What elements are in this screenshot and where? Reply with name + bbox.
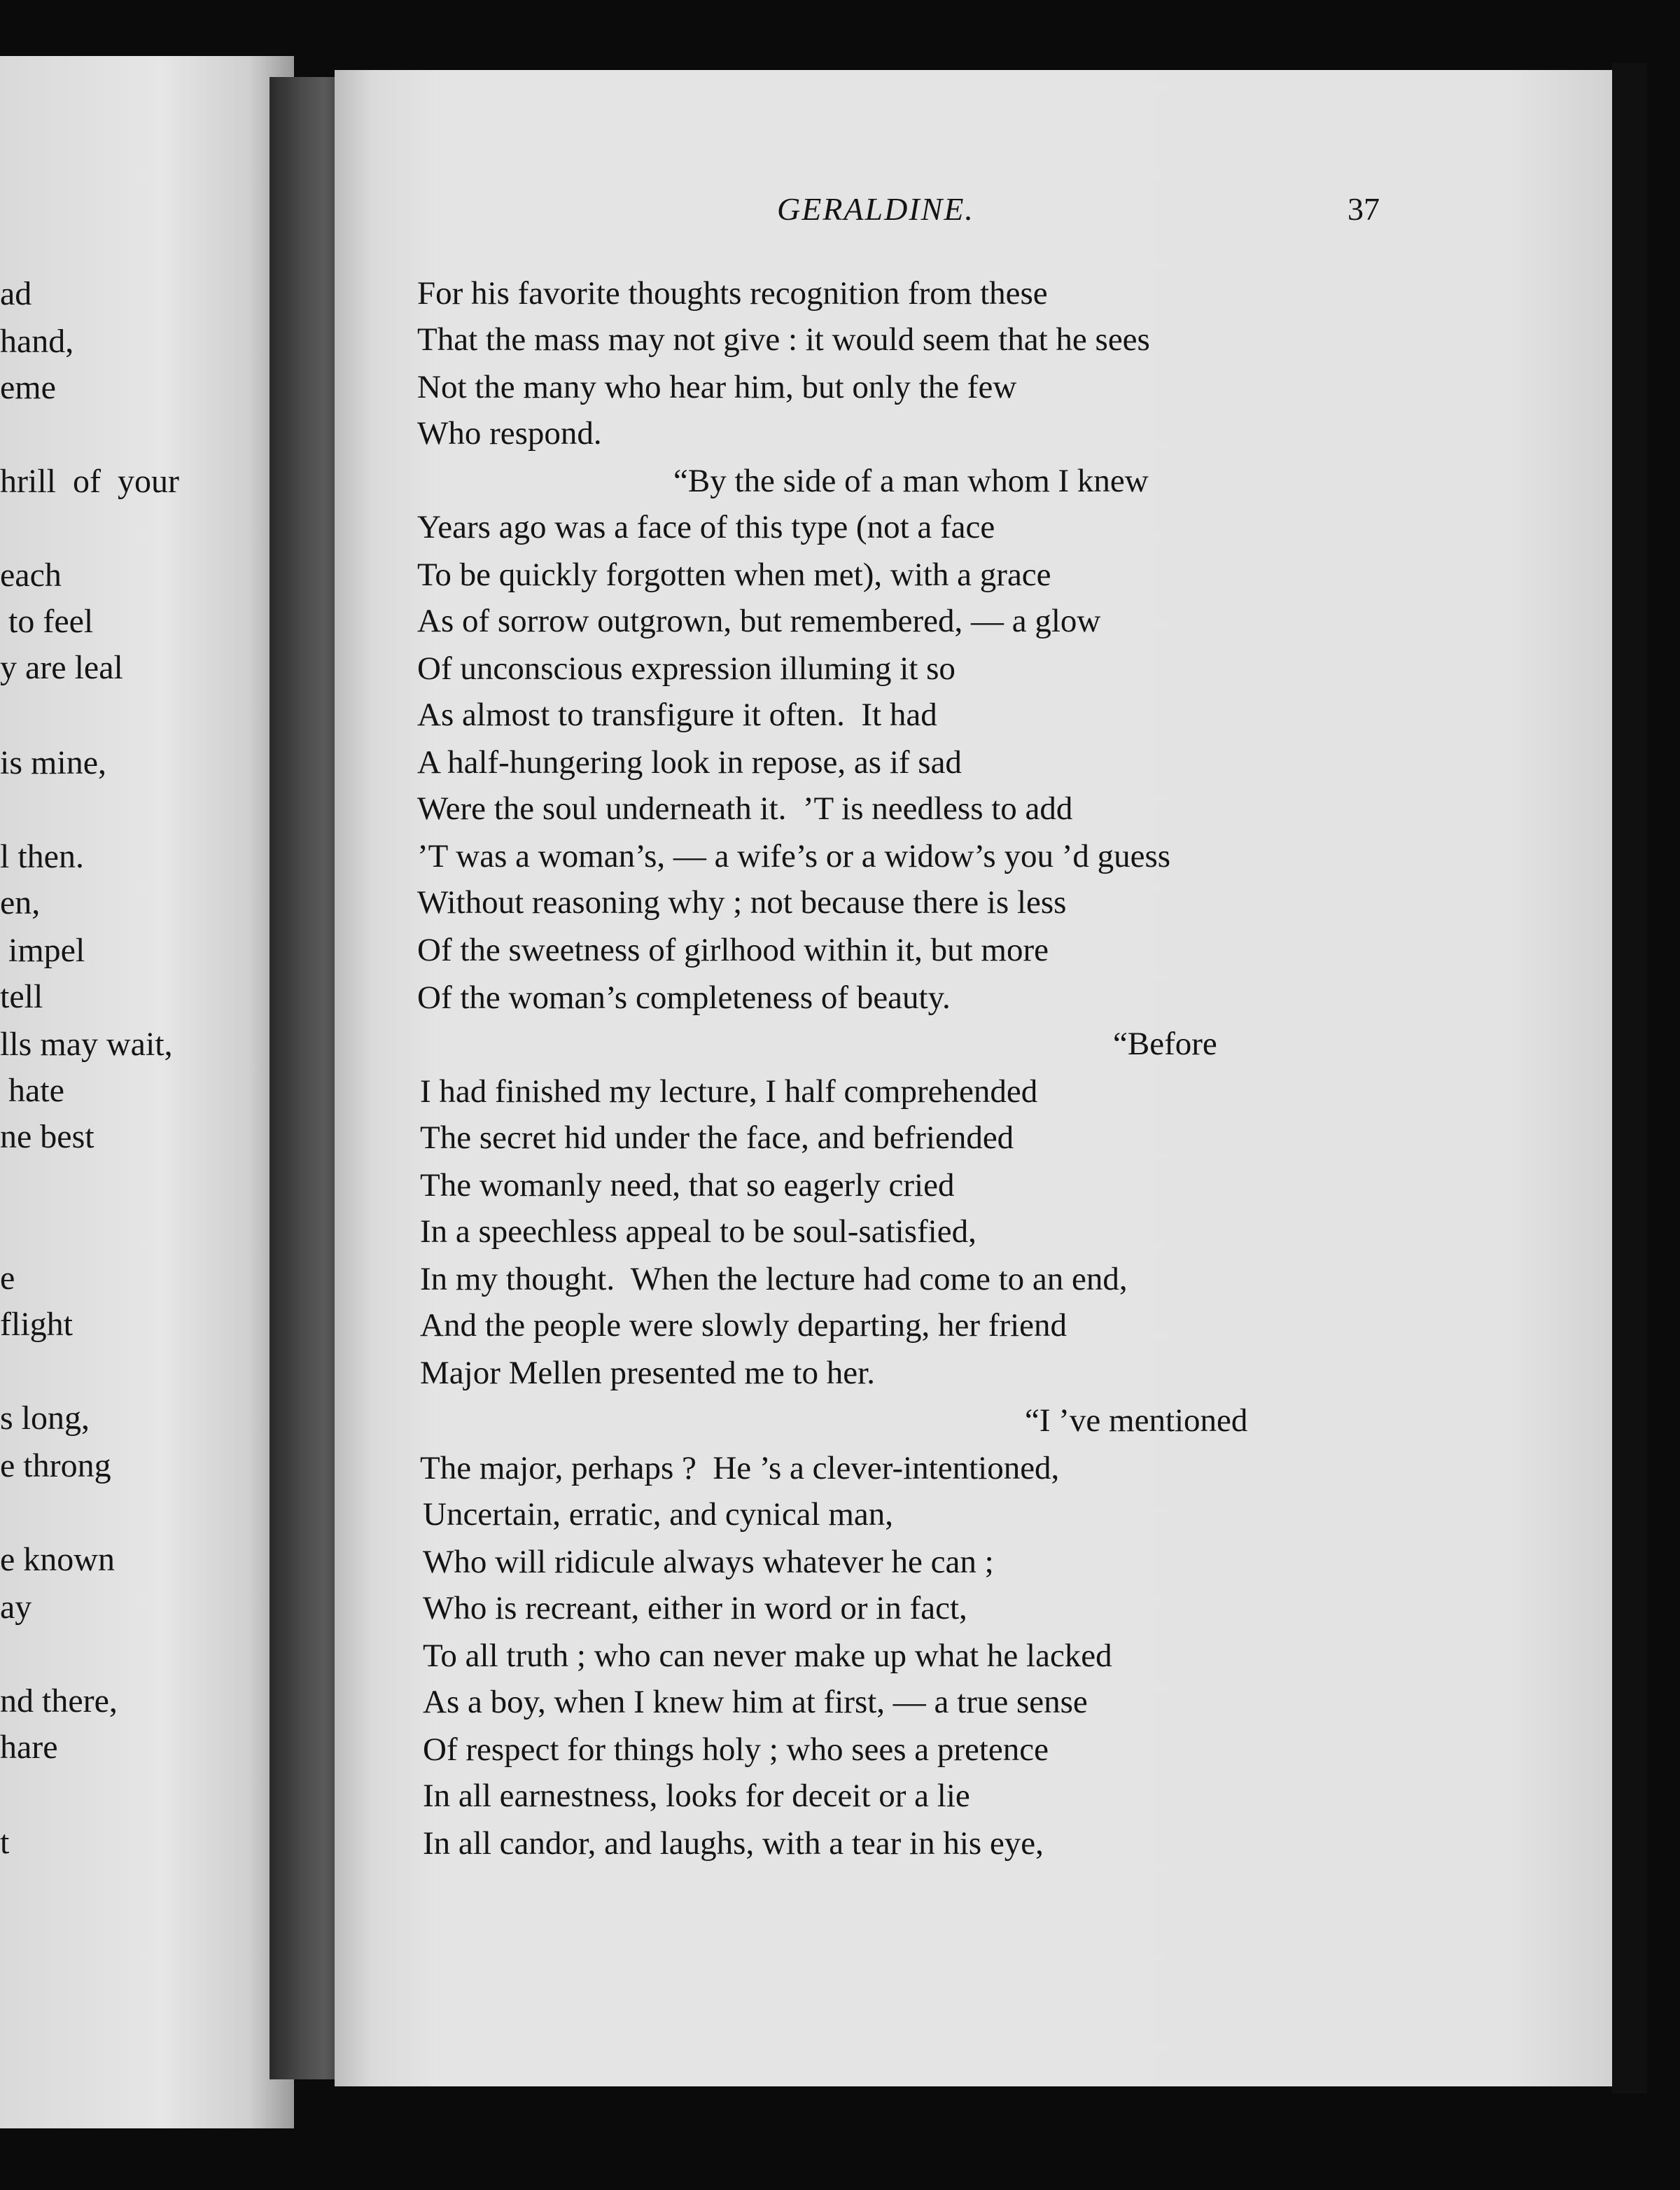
- poem-line: Who is recreant, either in word or in fact,: [423, 1590, 967, 1626]
- poem-line: In my thought. When the lecture had come to an end,: [420, 1261, 1128, 1297]
- poem-line: Of the woman’s completeness of beauty.: [417, 979, 951, 1016]
- poem-line: The secret hid under the face, and befriended: [420, 1120, 1014, 1156]
- poem-line: Of respect for things holy ; who sees a pretence: [423, 1731, 1049, 1768]
- poem-line: In a speechless appeal to be soul-satisfied,: [420, 1213, 976, 1250]
- page-edge-shadow: [1612, 63, 1647, 2093]
- left-fragment-line: nd there,: [0, 1682, 118, 1720]
- poem-line: That the mass may not give : it would seem that he sees: [417, 321, 1150, 358]
- left-fragment-line: e known: [0, 1541, 115, 1578]
- left-fragment-line: tell: [0, 978, 43, 1015]
- poem-line: Who respond.: [417, 415, 602, 452]
- poem-line: The major, perhaps ? He ’s a clever-intentioned,: [420, 1450, 1060, 1486]
- left-fragment-line: t: [0, 1824, 10, 1861]
- left-fragment-line: en,: [0, 884, 41, 921]
- poem-line: Major Mellen presented me to her.: [420, 1355, 875, 1391]
- poem-line: Not the many who hear him, but only the few: [417, 369, 1017, 405]
- poem-line: And the people were slowly departing, her friend: [420, 1307, 1068, 1344]
- poem-line: As of sorrow outgrown, but remembered, — a glow: [417, 603, 1101, 639]
- poem-line: To be quickly forgotten when met), with a grace: [417, 557, 1051, 593]
- left-fragment-line: l then.: [0, 838, 84, 875]
- poem-line: I had finished my lecture, I half comprehended: [420, 1073, 1038, 1110]
- left-fragment-line: ne best: [0, 1118, 94, 1155]
- left-fragment-line: impel: [0, 932, 85, 969]
- poem-line: Without reasoning why ; not because there is less: [417, 884, 1067, 921]
- poem-line: A half-hungering look in repose, as if sad: [417, 744, 962, 781]
- left-fragment-line: hate: [0, 1072, 64, 1109]
- left-fragment-line: flight: [0, 1306, 73, 1343]
- left-fragment-line: to feel: [0, 603, 94, 640]
- left-fragment-line: each: [0, 557, 62, 594]
- left-fragment-line: hand,: [0, 323, 74, 360]
- poem-line: In all candor, and laughs, with a tear in his eye,: [423, 1825, 1044, 1862]
- left-fragment-line: y are leal: [0, 649, 123, 686]
- left-fragment-line: e throng: [0, 1447, 111, 1484]
- poem-line: “I ’ve mentioned: [1025, 1402, 1248, 1439]
- left-fragment-line: e: [0, 1260, 15, 1297]
- left-fragment-line: ay: [0, 1589, 32, 1626]
- poem-line: As a boy, when I knew him at first, — a true sense: [423, 1684, 1088, 1720]
- poem-line: Uncertain, erratic, and cynical man,: [423, 1496, 894, 1533]
- left-fragment-line: hrill of your: [0, 463, 179, 500]
- poem-line: ’T was a woman’s, — a wife’s or a widow’s you ’d guess: [417, 838, 1171, 874]
- left-fragment-line: is mine,: [0, 744, 106, 781]
- poem-line: Of the sweetness of girlhood within it, but more: [417, 932, 1049, 968]
- poem-line: For his favorite thoughts recognition from these: [417, 275, 1048, 312]
- poem-line: As almost to transfigure it often. It had: [417, 697, 937, 733]
- poem-line: To all truth ; who can never make up what he lacked: [423, 1638, 1112, 1674]
- poem-line: Years ago was a face of this type (not a face: [417, 509, 995, 545]
- page-number: 37: [1348, 191, 1380, 227]
- poem-line: “By the side of a man whom I knew: [673, 463, 1149, 499]
- left-fragment-line: hare: [0, 1729, 58, 1766]
- running-head: GERALDINE.: [777, 191, 974, 227]
- poem-line: Were the soul underneath it. ’T is needless to add: [417, 790, 1073, 827]
- poem-line: Who will ridicule always whatever he can ;: [423, 1544, 994, 1580]
- left-fragment-line: lls may wait,: [0, 1026, 173, 1063]
- left-fragment-line: eme: [0, 369, 56, 406]
- poem-line: The womanly need, that so eagerly cried: [420, 1167, 955, 1204]
- left-fragment-line: ad: [0, 275, 32, 312]
- left-fragment-line: s long,: [0, 1400, 90, 1437]
- poem-line: “Before: [1113, 1026, 1217, 1062]
- poem-line: In all earnestness, looks for deceit or a lie: [423, 1778, 970, 1814]
- poem-line: Of unconscious expression illuming it so: [417, 650, 955, 687]
